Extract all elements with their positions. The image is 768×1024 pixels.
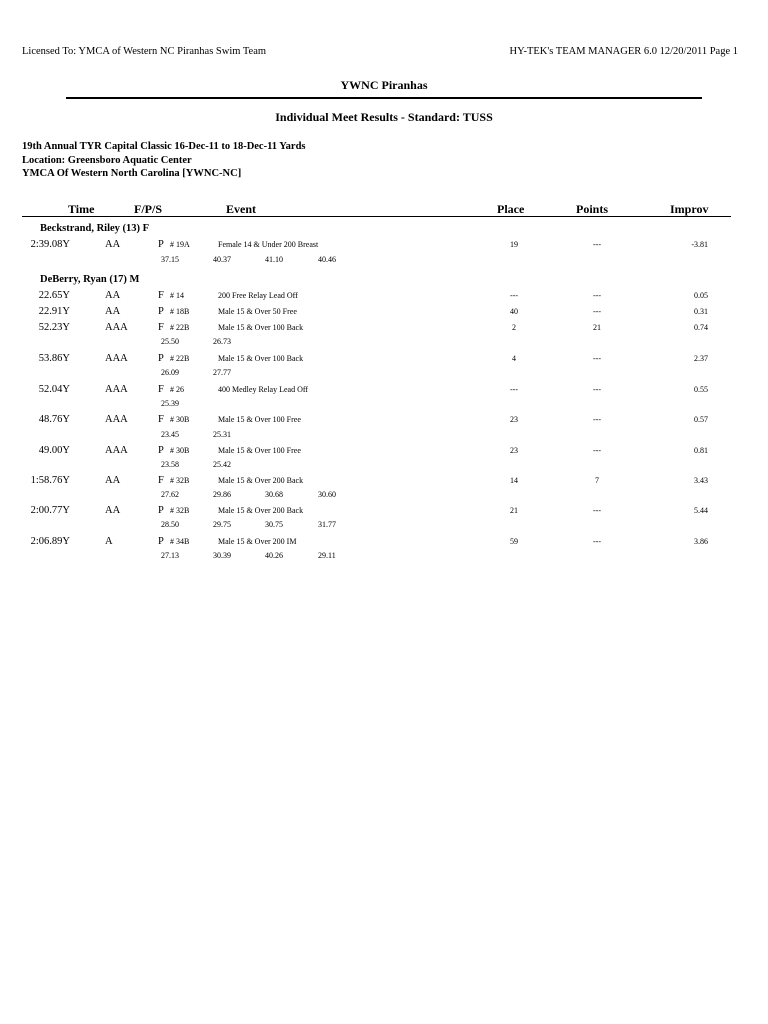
split-time: 25.31 — [213, 430, 231, 439]
result-standard: AAA — [105, 414, 128, 425]
result-points: --- — [593, 537, 601, 546]
split-time: 30.60 — [318, 490, 336, 499]
result-place: --- — [510, 291, 518, 300]
result-event-number: # 30B — [170, 446, 190, 455]
split-time: 37.15 — [161, 255, 179, 264]
split-row — [0, 460, 768, 471]
swimmer-name: DeBerry, Ryan (17) M — [40, 274, 140, 285]
result-place: 14 — [510, 476, 518, 485]
split-row — [0, 430, 768, 441]
result-time: 49.00Y — [38, 445, 70, 456]
split-row — [0, 490, 768, 501]
result-standard: AA — [105, 306, 121, 317]
column-header-fps: F/P/S — [134, 202, 163, 216]
split-row — [0, 255, 768, 266]
result-event: 400 Medley Relay Lead Off — [218, 385, 309, 394]
result-standard: AA — [105, 475, 121, 486]
result-points: --- — [593, 240, 601, 249]
result-standard: AA — [105, 290, 121, 301]
split-time: 25.42 — [213, 460, 231, 469]
result-fps: P — [158, 536, 164, 547]
split-time: 25.50 — [161, 337, 179, 346]
split-row — [0, 551, 768, 562]
split-time: 30.75 — [265, 520, 283, 529]
split-time: 27.77 — [213, 368, 231, 377]
split-time: 30.39 — [213, 551, 231, 560]
split-time: 40.26 — [265, 551, 283, 560]
result-row — [0, 475, 768, 488]
split-time: 23.45 — [161, 430, 179, 439]
result-points: --- — [593, 354, 601, 363]
result-event: Male 15 & Over 100 Back — [218, 323, 304, 332]
split-time: 28.50 — [161, 520, 179, 529]
result-fps: P — [158, 505, 164, 516]
split-time: 29.86 — [213, 490, 231, 499]
result-time: 2:39.08Y — [30, 239, 70, 250]
result-row — [0, 505, 768, 518]
team-name: YWNC Piranhas — [340, 78, 428, 92]
result-points: --- — [593, 506, 601, 515]
split-row — [0, 520, 768, 531]
result-row — [0, 290, 768, 303]
result-fps: F — [158, 384, 164, 395]
license-text: Licensed To: YMCA of Western NC Piranhas Swim Team — [22, 46, 267, 57]
split-time: 25.39 — [161, 399, 179, 408]
result-event: 200 Free Relay Lead Off — [218, 291, 298, 300]
result-time: 1:58.76Y — [30, 475, 70, 486]
result-place: 59 — [510, 537, 518, 546]
column-header-divider — [22, 216, 731, 217]
result-points: --- — [593, 307, 601, 316]
result-event-number: # 18B — [170, 307, 190, 316]
result-points: --- — [593, 446, 601, 455]
result-improv: 2.37 — [694, 354, 708, 363]
result-fps: F — [158, 414, 164, 425]
result-standard: AA — [105, 505, 121, 516]
result-points: 21 — [593, 323, 601, 332]
result-event: Female 14 & Under 200 Breast — [218, 240, 319, 249]
result-time: 48.76Y — [38, 414, 70, 425]
result-event: Male 15 & Over 50 Free — [218, 307, 297, 316]
result-time: 2:06.89Y — [30, 536, 70, 547]
column-header-time: Time — [68, 202, 95, 216]
result-fps: F — [158, 290, 164, 301]
meet-club: YMCA Of Western North Carolina [YWNC-NC] — [22, 168, 242, 179]
result-standard: AAA — [105, 353, 128, 364]
result-improv: 3.43 — [694, 476, 708, 485]
split-time: 26.73 — [213, 337, 231, 346]
result-event-number: # 34B — [170, 537, 190, 546]
result-fps: P — [158, 239, 164, 250]
split-time: 27.62 — [161, 490, 179, 499]
result-points: 7 — [595, 476, 599, 485]
result-standard: AAA — [105, 384, 128, 395]
result-points: --- — [593, 415, 601, 424]
result-standard: AA — [105, 239, 121, 250]
result-improv: 3.86 — [694, 537, 708, 546]
swimmer-name: Beckstrand, Riley (13) F — [40, 223, 150, 234]
result-event: Male 15 & Over 200 Back — [218, 476, 304, 485]
split-time: 23.58 — [161, 460, 179, 469]
result-time: 2:00.77Y — [30, 505, 70, 516]
report-title: Individual Meet Results - Standard: TUSS — [275, 110, 493, 124]
result-time: 52.04Y — [38, 384, 70, 395]
result-event: Male 15 & Over 200 IM — [218, 537, 297, 546]
split-time: 40.37 — [213, 255, 231, 264]
result-time: 52.23Y — [38, 322, 70, 333]
result-event: Male 15 & Over 100 Free — [218, 415, 301, 424]
split-time: 26.09 — [161, 368, 179, 377]
result-improv: -3.81 — [691, 240, 708, 249]
result-improv: 0.57 — [694, 415, 708, 424]
result-row — [0, 322, 768, 335]
result-place: --- — [510, 385, 518, 394]
column-header-points: Points — [576, 202, 609, 216]
result-event: Male 15 & Over 100 Back — [218, 354, 304, 363]
result-time: 22.65Y — [38, 290, 70, 301]
split-row — [0, 368, 768, 379]
split-time: 29.75 — [213, 520, 231, 529]
result-place: 4 — [512, 354, 516, 363]
result-points: --- — [593, 291, 601, 300]
column-header-place: Place — [497, 202, 525, 216]
column-header-event: Event — [226, 202, 256, 216]
result-standard: AAA — [105, 445, 128, 456]
result-event-number: # 22B — [170, 354, 190, 363]
result-fps: F — [158, 475, 164, 486]
result-event-number: # 30B — [170, 415, 190, 424]
result-row — [0, 239, 768, 252]
result-fps: P — [158, 306, 164, 317]
result-row — [0, 353, 768, 366]
split-row — [0, 337, 768, 348]
result-fps: P — [158, 445, 164, 456]
result-fps: P — [158, 353, 164, 364]
result-event-number: # 22B — [170, 323, 190, 332]
title-divider — [66, 97, 702, 99]
result-improv: 0.05 — [694, 291, 708, 300]
result-event: Male 15 & Over 200 Back — [218, 506, 304, 515]
split-time: 41.10 — [265, 255, 283, 264]
result-event-number: # 32B — [170, 506, 190, 515]
result-event-number: # 19A — [170, 240, 190, 249]
result-place: 40 — [510, 307, 518, 316]
result-time: 22.91Y — [38, 306, 70, 317]
result-event-number: # 14 — [170, 291, 184, 300]
result-improv: 5.44 — [694, 506, 708, 515]
split-time: 29.11 — [318, 551, 336, 560]
result-place: 23 — [510, 415, 518, 424]
software-version-text: HY-TEK's TEAM MANAGER 6.0 12/20/2011 Page 1 — [509, 46, 738, 57]
split-row — [0, 399, 768, 410]
result-event-number: # 32B — [170, 476, 190, 485]
result-time: 53.86Y — [38, 353, 70, 364]
result-place: 23 — [510, 446, 518, 455]
result-improv: 0.55 — [694, 385, 708, 394]
result-row — [0, 445, 768, 458]
result-points: --- — [593, 385, 601, 394]
meet-name: 19th Annual TYR Capital Classic 16-Dec-11 to 18-Dec-11 Yards — [22, 141, 306, 152]
split-time: 30.68 — [265, 490, 283, 499]
split-time: 40.46 — [318, 255, 336, 264]
result-improv: 0.74 — [694, 323, 708, 332]
split-time: 27.13 — [161, 551, 179, 560]
result-place: 19 — [510, 240, 518, 249]
result-improv: 0.31 — [694, 307, 708, 316]
split-time: 31.77 — [318, 520, 336, 529]
result-standard: A — [105, 536, 113, 547]
result-improv: 0.81 — [694, 446, 708, 455]
result-standard: AAA — [105, 322, 128, 333]
result-place: 21 — [510, 506, 518, 515]
result-row — [0, 536, 768, 549]
meet-location: Location: Greensboro Aquatic Center — [22, 155, 192, 166]
result-event: Male 15 & Over 100 Free — [218, 446, 301, 455]
result-row — [0, 414, 768, 427]
result-place: 2 — [512, 323, 516, 332]
result-row — [0, 384, 768, 397]
result-fps: F — [158, 322, 164, 333]
column-header-improv: Improv — [670, 202, 709, 216]
result-row — [0, 306, 768, 319]
result-event-number: # 26 — [170, 385, 184, 394]
